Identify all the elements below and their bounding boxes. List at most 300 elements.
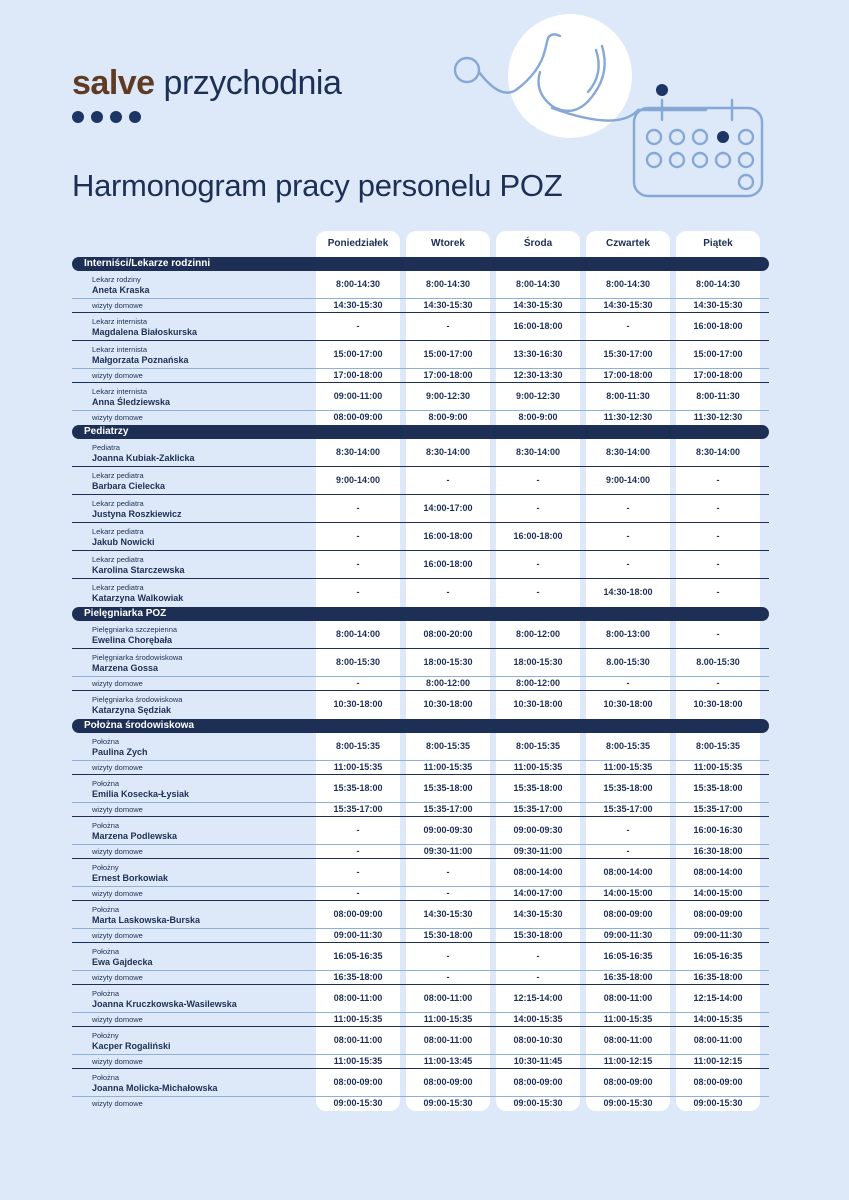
schedule-cell: 8:00-14:30 <box>335 279 381 289</box>
schedule-cell: - <box>716 629 720 639</box>
schedule-cell: 17:00-18:00 <box>423 370 473 380</box>
schedule-cell: 14:30-15:30 <box>603 300 653 310</box>
staff-row <box>72 312 769 340</box>
schedule-cell: 16:05-16:35 <box>603 951 653 961</box>
home-visits-label: wizyty domowe <box>92 889 143 898</box>
schedule-cell: - <box>356 531 360 541</box>
staff-row <box>72 942 769 970</box>
schedule-cell: 8:00-14:30 <box>695 279 741 289</box>
schedule-cell: 15:35-18:00 <box>693 783 743 793</box>
schedule-cell: - <box>626 678 630 688</box>
staff-name: Anna Śledziewska <box>92 397 171 407</box>
schedule-cell: - <box>356 678 360 688</box>
schedule-cell: 16:35-18:00 <box>603 972 653 982</box>
staff-role: Pielęgniarka szczepienna <box>92 625 178 634</box>
schedule-cell: 8:00-12:00 <box>425 678 471 688</box>
staff-name: Ewelina Chorębała <box>92 635 173 645</box>
day-cells <box>316 299 760 312</box>
staff-row <box>72 816 769 844</box>
schedule-cell: 14:30-18:00 <box>603 587 653 597</box>
schedule-cell: 11:00-15:35 <box>603 762 653 772</box>
schedule-cell: 08:00-10:30 <box>513 1035 563 1045</box>
home-visits-label: wizyty domowe <box>92 301 143 310</box>
schedule-cell: 11:00-15:35 <box>603 1014 653 1024</box>
day-cells <box>316 1027 760 1054</box>
schedule-cell: - <box>356 825 360 835</box>
day-cells <box>316 845 760 858</box>
staff-name: Joanna Molicka-Michałowska <box>92 1083 218 1093</box>
schedule-cell: 11:00-15:35 <box>423 762 473 772</box>
schedule-cell: 09:30-11:00 <box>513 846 563 856</box>
day-cells <box>316 1097 760 1110</box>
staff-name: Ernest Borkowiak <box>92 873 169 883</box>
home-visits-row <box>72 1012 769 1026</box>
schedule-cell: 15:00-17:00 <box>333 349 383 359</box>
schedule-cell: - <box>446 867 450 877</box>
schedule-cell: 16:05-16:35 <box>333 951 383 961</box>
staff-role: Położna <box>92 989 120 998</box>
schedule-cell: 09:00-15:30 <box>513 1098 563 1108</box>
schedule-cell: 09:00-15:30 <box>693 1098 743 1108</box>
day-cells <box>316 551 760 578</box>
schedule-cell: - <box>716 587 720 597</box>
day-cells <box>316 971 760 984</box>
staff-role: Położna <box>92 947 120 956</box>
schedule-cell: - <box>356 587 360 597</box>
schedule-cell: 14:00-15:35 <box>693 1014 743 1024</box>
day-cells <box>316 649 760 676</box>
schedule-cell: - <box>356 867 360 877</box>
staff-name: Joanna Kubiak-Zaklicka <box>92 453 195 463</box>
home-visits-row <box>72 970 769 984</box>
schedule-cell: 11:30-12:30 <box>603 412 653 422</box>
schedule-cell: 11:00-15:35 <box>513 762 563 772</box>
schedule-cell: - <box>356 321 360 331</box>
schedule-cell: 16:00-18:00 <box>513 531 563 541</box>
schedule-cell: 14:30-15:30 <box>333 300 383 310</box>
staff-role: Lekarz pediatra <box>92 471 144 480</box>
schedule-cell: 10:30-18:00 <box>333 699 383 709</box>
home-visits-row <box>72 410 769 424</box>
schedule-cell: 14:00-17:00 <box>423 503 473 513</box>
day-cells <box>316 859 760 886</box>
schedule-cell: 15:35-18:00 <box>333 783 383 793</box>
schedule-cell: - <box>356 559 360 569</box>
staff-role: Lekarz internista <box>92 317 148 326</box>
day-cells <box>316 369 760 382</box>
staff-role: Lekarz internista <box>92 345 148 354</box>
home-visits-label: wizyty domowe <box>92 973 143 982</box>
home-visits-label: wizyty domowe <box>92 763 143 772</box>
day-cells <box>316 523 760 550</box>
schedule-cell: 08:00-09:00 <box>693 909 743 919</box>
section-header: Położna środowiskowa <box>72 719 769 733</box>
schedule-cell: - <box>536 972 540 982</box>
schedule-cell: 11:00-12:15 <box>603 1056 653 1066</box>
schedule-cell: 09:00-09:30 <box>513 825 563 835</box>
schedule-cell: 08:00-11:00 <box>693 1035 743 1045</box>
schedule-cell: 8:30-14:00 <box>695 447 741 457</box>
staff-row <box>72 1068 769 1096</box>
schedule-cell: 13:30-16:30 <box>513 349 563 359</box>
schedule-cell: 18:00-15:30 <box>513 657 563 667</box>
staff-role: Położna <box>92 737 120 746</box>
staff-row <box>72 522 769 550</box>
home-visits-label: wizyty domowe <box>92 1099 143 1108</box>
day-header: Środa <box>523 238 553 249</box>
home-visits-label: wizyty domowe <box>92 679 143 688</box>
staff-row <box>72 382 769 410</box>
schedule-cell: - <box>356 846 360 856</box>
schedule-cell: 09:00-15:30 <box>423 1098 473 1108</box>
staff-role: Lekarz internista <box>92 387 148 396</box>
schedule-cell: 10:30-18:00 <box>603 699 653 709</box>
day-cells <box>316 901 760 928</box>
schedule-cell: 14:30-15:30 <box>423 300 473 310</box>
schedule-cell: - <box>626 825 630 835</box>
section-header: Pediatrzy <box>72 425 769 439</box>
schedule-cell: 15:30-17:00 <box>603 349 653 359</box>
home-visits-row <box>72 802 769 816</box>
schedule-cell: 8:00-14:00 <box>335 629 381 639</box>
staff-name: Magdalena Białoskurska <box>92 327 198 337</box>
day-cells <box>316 621 760 648</box>
staff-row <box>72 690 769 718</box>
staff-role: Położna <box>92 779 120 788</box>
day-cells <box>316 579 760 606</box>
schedule-cell: 10:30-11:45 <box>513 1056 563 1066</box>
schedule-cell: 14:30-15:30 <box>693 300 743 310</box>
staff-role: Lekarz pediatra <box>92 583 144 592</box>
day-cells <box>316 341 760 368</box>
schedule-cell: 14:00-15:35 <box>513 1014 563 1024</box>
schedule-cell: 8:00-15:35 <box>425 741 471 751</box>
staff-row <box>72 578 769 606</box>
day-cells <box>316 985 760 1012</box>
schedule-cell: 14:00-15:00 <box>603 888 653 898</box>
day-cells <box>316 383 760 410</box>
schedule-cell: 8:00-15:35 <box>695 741 741 751</box>
staff-row <box>72 774 769 802</box>
day-cells <box>316 1013 760 1026</box>
staff-row <box>72 621 769 648</box>
schedule-cell: 11:00-15:35 <box>423 1014 473 1024</box>
day-cells <box>316 733 760 760</box>
schedule-cell: 14:00-15:00 <box>693 888 743 898</box>
schedule-cell: 9:00-14:00 <box>335 475 381 485</box>
staff-role: Pielęgniarka środowiskowa <box>92 695 183 704</box>
schedule-cell: 17:00-18:00 <box>603 370 653 380</box>
schedule-cell: 15:35-17:00 <box>423 804 473 814</box>
home-visits-row <box>72 298 769 312</box>
day-cells <box>316 691 760 718</box>
staff-role: Położny <box>92 863 119 872</box>
schedule-cell: 14:30-15:30 <box>513 909 563 919</box>
day-cells <box>316 1055 760 1068</box>
staff-row <box>72 1026 769 1054</box>
staff-name: Emilia Kosecka-Łysiak <box>92 789 190 799</box>
schedule-cell: - <box>716 475 720 485</box>
schedule-table <box>72 256 769 1110</box>
schedule-cell: 10:30-18:00 <box>693 699 743 709</box>
section-header: Interniści/Lekarze rodzinni <box>72 257 769 271</box>
staff-name: Marta Laskowska-Burska <box>92 915 201 925</box>
staff-role: Pediatra <box>92 443 120 452</box>
schedule-cell: - <box>446 951 450 961</box>
home-visits-label: wizyty domowe <box>92 1015 143 1024</box>
staff-name: Katarzyna Walkowiak <box>92 593 184 603</box>
schedule-cell: - <box>716 503 720 513</box>
schedule-cell: 09:30-11:00 <box>423 846 473 856</box>
schedule-cell: 09:00-09:30 <box>423 825 473 835</box>
schedule-cell: 08:00-14:00 <box>513 867 563 877</box>
schedule-cell: 8:00-12:00 <box>515 629 561 639</box>
schedule-cell: 11:00-12:15 <box>693 1056 743 1066</box>
staff-name: Marzena Podlewska <box>92 831 178 841</box>
schedule-cell: 8:00-14:30 <box>425 279 471 289</box>
schedule-cell: 8.00-15:30 <box>606 657 650 667</box>
schedule-cell: - <box>626 503 630 513</box>
schedule-cell: 11:00-15:35 <box>333 762 383 772</box>
schedule-cell: 08:00-09:00 <box>333 1077 383 1087</box>
staff-role: Lekarz pediatra <box>92 499 144 508</box>
section-header: Pielęgniarka POZ <box>72 607 769 621</box>
schedule-cell: 8:30-14:00 <box>335 447 381 457</box>
schedule-cell: 15:30-18:00 <box>423 930 473 940</box>
staff-name: Jakub Nowicki <box>92 537 155 547</box>
staff-role: Położna <box>92 1073 120 1082</box>
staff-row <box>72 733 769 760</box>
schedule-cell: 8:00-15:35 <box>515 741 561 751</box>
schedule-cell: 15:35-18:00 <box>423 783 473 793</box>
schedule-cell: 16:00-18:00 <box>423 531 473 541</box>
schedule-cell: 8:00-15:30 <box>335 657 381 667</box>
schedule-cell: 08:00-11:00 <box>423 993 473 1003</box>
schedule-cell: 08:00-09:00 <box>603 909 653 919</box>
brand-part1: salve <box>72 64 155 102</box>
home-visits-row <box>72 676 769 690</box>
schedule-cell: 15:00-17:00 <box>693 349 743 359</box>
day-cells <box>316 411 760 424</box>
home-visits-row <box>72 928 769 942</box>
schedule-cell: 08:00-20:00 <box>423 629 473 639</box>
schedule-cell: 10:30-18:00 <box>423 699 473 709</box>
schedule-cell: 10:30-18:00 <box>513 699 563 709</box>
schedule-cell: 16:00-16:30 <box>693 825 743 835</box>
staff-role: Lekarz pediatra <box>92 527 144 536</box>
staff-row <box>72 466 769 494</box>
schedule-cell: 08:00-14:00 <box>693 867 743 877</box>
home-visits-label: wizyty domowe <box>92 413 143 422</box>
home-visits-row <box>72 368 769 382</box>
staff-row <box>72 340 769 368</box>
staff-row <box>72 494 769 522</box>
schedule-cell: 17:00-18:00 <box>693 370 743 380</box>
schedule-cell: 8.00-15:30 <box>696 657 740 667</box>
schedule-cell: 8:00-15:35 <box>605 741 651 751</box>
staff-role: Lekarz rodziny <box>92 275 141 284</box>
schedule-cell: - <box>626 559 630 569</box>
day-cells <box>316 271 760 298</box>
schedule-cell: 9:00-12:30 <box>515 391 561 401</box>
day-cells <box>316 495 760 522</box>
schedule-cell: 14:30-15:30 <box>513 300 563 310</box>
day-cells <box>316 467 760 494</box>
schedule-cell: 16:00-18:00 <box>693 321 743 331</box>
schedule-cell: 09:00-15:30 <box>333 1098 383 1108</box>
staff-role: Położna <box>92 821 120 830</box>
home-visits-row <box>72 844 769 858</box>
schedule-cell: 08:00-09:00 <box>333 909 383 919</box>
schedule-cell: 8:00-12:00 <box>515 678 561 688</box>
schedule-cell: 16:00-18:00 <box>513 321 563 331</box>
schedule-cell: 8:00-14:30 <box>515 279 561 289</box>
staff-row <box>72 550 769 578</box>
schedule-cell: 08:00-11:00 <box>603 993 653 1003</box>
schedule-cell: - <box>536 951 540 961</box>
day-cells <box>316 439 760 466</box>
schedule-cell: 08:00-09:00 <box>693 1077 743 1087</box>
staff-name: Marzena Gossa <box>92 663 159 673</box>
home-visits-row <box>72 1096 769 1110</box>
staff-role: Lekarz pediatra <box>92 555 144 564</box>
schedule-cell: 08:00-09:00 <box>513 1077 563 1087</box>
schedule-cell: 15:30-18:00 <box>513 930 563 940</box>
schedule-cell: 9:00-12:30 <box>425 391 471 401</box>
schedule-cell: - <box>626 531 630 541</box>
day-cells <box>316 1069 760 1096</box>
staff-row <box>72 439 769 466</box>
schedule-cell: - <box>626 846 630 856</box>
day-header: Czwartek <box>606 238 650 249</box>
schedule-cell: - <box>536 475 540 485</box>
schedule-cell: 08:00-11:00 <box>333 1035 383 1045</box>
schedule-cell: 8:30-14:00 <box>425 447 471 457</box>
schedule-cell: - <box>716 678 720 688</box>
schedule-cell: - <box>536 559 540 569</box>
home-visits-row <box>72 886 769 900</box>
schedule-cell: 11:00-15:35 <box>693 762 743 772</box>
schedule-cell: 11:00-13:45 <box>423 1056 473 1066</box>
staff-name: Ewa Gajdecka <box>92 957 153 967</box>
brand-part2: przychodnia <box>163 64 342 102</box>
schedule-cell: - <box>356 888 360 898</box>
day-headers <box>316 238 760 249</box>
home-visits-label: wizyty domowe <box>92 1057 143 1066</box>
schedule-cell: 12:30-13:30 <box>513 370 563 380</box>
schedule-cell: - <box>446 475 450 485</box>
schedule-cell: 16:30-18:00 <box>693 846 743 856</box>
schedule-cell: 15:35-17:00 <box>693 804 743 814</box>
staff-role: Położny <box>92 1031 119 1040</box>
day-cells <box>316 817 760 844</box>
day-header: Poniedziałek <box>327 238 389 249</box>
schedule-cell: 16:00-18:00 <box>423 559 473 569</box>
schedule-cell: - <box>716 559 720 569</box>
staff-row <box>72 900 769 928</box>
schedule-cell: - <box>446 321 450 331</box>
staff-row <box>72 271 769 298</box>
schedule-cell: 08:00-09:00 <box>333 412 383 422</box>
schedule-cell: 8:00-9:00 <box>428 412 468 422</box>
schedule-cell: 8:30-14:00 <box>515 447 561 457</box>
schedule-cell: 8:00-11:30 <box>606 391 650 401</box>
staff-name: Joanna Kruczkowska-Wasilewska <box>92 999 237 1009</box>
schedule-cell: 15:35-18:00 <box>513 783 563 793</box>
schedule-cell: 8:00-13:00 <box>605 629 651 639</box>
schedule-cell: 08:00-11:00 <box>603 1035 653 1045</box>
schedule-cell: 16:35-18:00 <box>333 972 383 982</box>
staff-role: Położna <box>92 905 120 914</box>
schedule-cell: 09:00-11:30 <box>333 930 383 940</box>
staff-name: Justyna Roszkiewicz <box>92 509 182 519</box>
staff-row <box>72 858 769 886</box>
schedule-cell: - <box>536 503 540 513</box>
schedule-cell: 8:00-15:35 <box>335 741 381 751</box>
brand-dots <box>72 111 141 123</box>
schedule-cell: 14:00-17:00 <box>513 888 563 898</box>
schedule-cell: - <box>446 972 450 982</box>
staff-name: Aneta Kraska <box>92 285 150 295</box>
day-cells <box>316 775 760 802</box>
schedule-cell: 08:00-09:00 <box>603 1077 653 1087</box>
schedule-cell: 8:30-14:00 <box>605 447 651 457</box>
day-cells <box>316 803 760 816</box>
staff-row <box>72 984 769 1012</box>
schedule-cell: 08:00-14:00 <box>603 867 653 877</box>
staff-name: Karolina Starczewska <box>92 565 185 575</box>
schedule-cell: 15:35-17:00 <box>603 804 653 814</box>
schedule-cell: 15:35-17:00 <box>333 804 383 814</box>
home-visits-row <box>72 1054 769 1068</box>
day-cells <box>316 677 760 690</box>
day-cells <box>316 761 760 774</box>
schedule-cell: 14:30-15:30 <box>423 909 473 919</box>
schedule-cell: 12:15-14:00 <box>513 993 563 1003</box>
brand-logo <box>72 64 341 103</box>
schedule-cell: - <box>716 531 720 541</box>
schedule-cell: 17:00-18:00 <box>333 370 383 380</box>
schedule-cell: 9:00-14:00 <box>605 475 651 485</box>
staff-name: Barbara Cielecka <box>92 481 166 491</box>
schedule-cell: 08:00-09:00 <box>423 1077 473 1087</box>
page-title: Harmonogram pracy personelu POZ <box>72 168 563 203</box>
schedule-cell: - <box>356 503 360 513</box>
staff-name: Katarzyna Sędziak <box>92 705 172 715</box>
schedule-cell: 16:05-16:35 <box>693 951 743 961</box>
day-header: Piątek <box>703 238 733 249</box>
day-header: Wtorek <box>431 238 465 249</box>
schedule-cell: - <box>536 587 540 597</box>
staff-name: Małgorzata Poznańska <box>92 355 189 365</box>
home-visits-row <box>72 760 769 774</box>
staff-name: Paulina Zych <box>92 747 148 757</box>
schedule-cell: 12:15-14:00 <box>693 993 743 1003</box>
schedule-cell: 08:00-11:00 <box>333 993 383 1003</box>
staff-role: Pielęgniarka środowiskowa <box>92 653 183 662</box>
schedule-cell: 11:30-12:30 <box>693 412 743 422</box>
day-cells <box>316 887 760 900</box>
schedule-cell: - <box>446 587 450 597</box>
schedule-cell: 15:35-17:00 <box>513 804 563 814</box>
schedule-cell: 08:00-11:00 <box>423 1035 473 1045</box>
day-cells <box>316 929 760 942</box>
schedule-cell: 18:00-15:30 <box>423 657 473 667</box>
schedule-cell: 8:00-11:30 <box>696 391 740 401</box>
schedule-cell: 09:00-11:30 <box>693 930 743 940</box>
schedule-cell: - <box>446 888 450 898</box>
schedule-cell: 11:00-15:35 <box>333 1014 383 1024</box>
